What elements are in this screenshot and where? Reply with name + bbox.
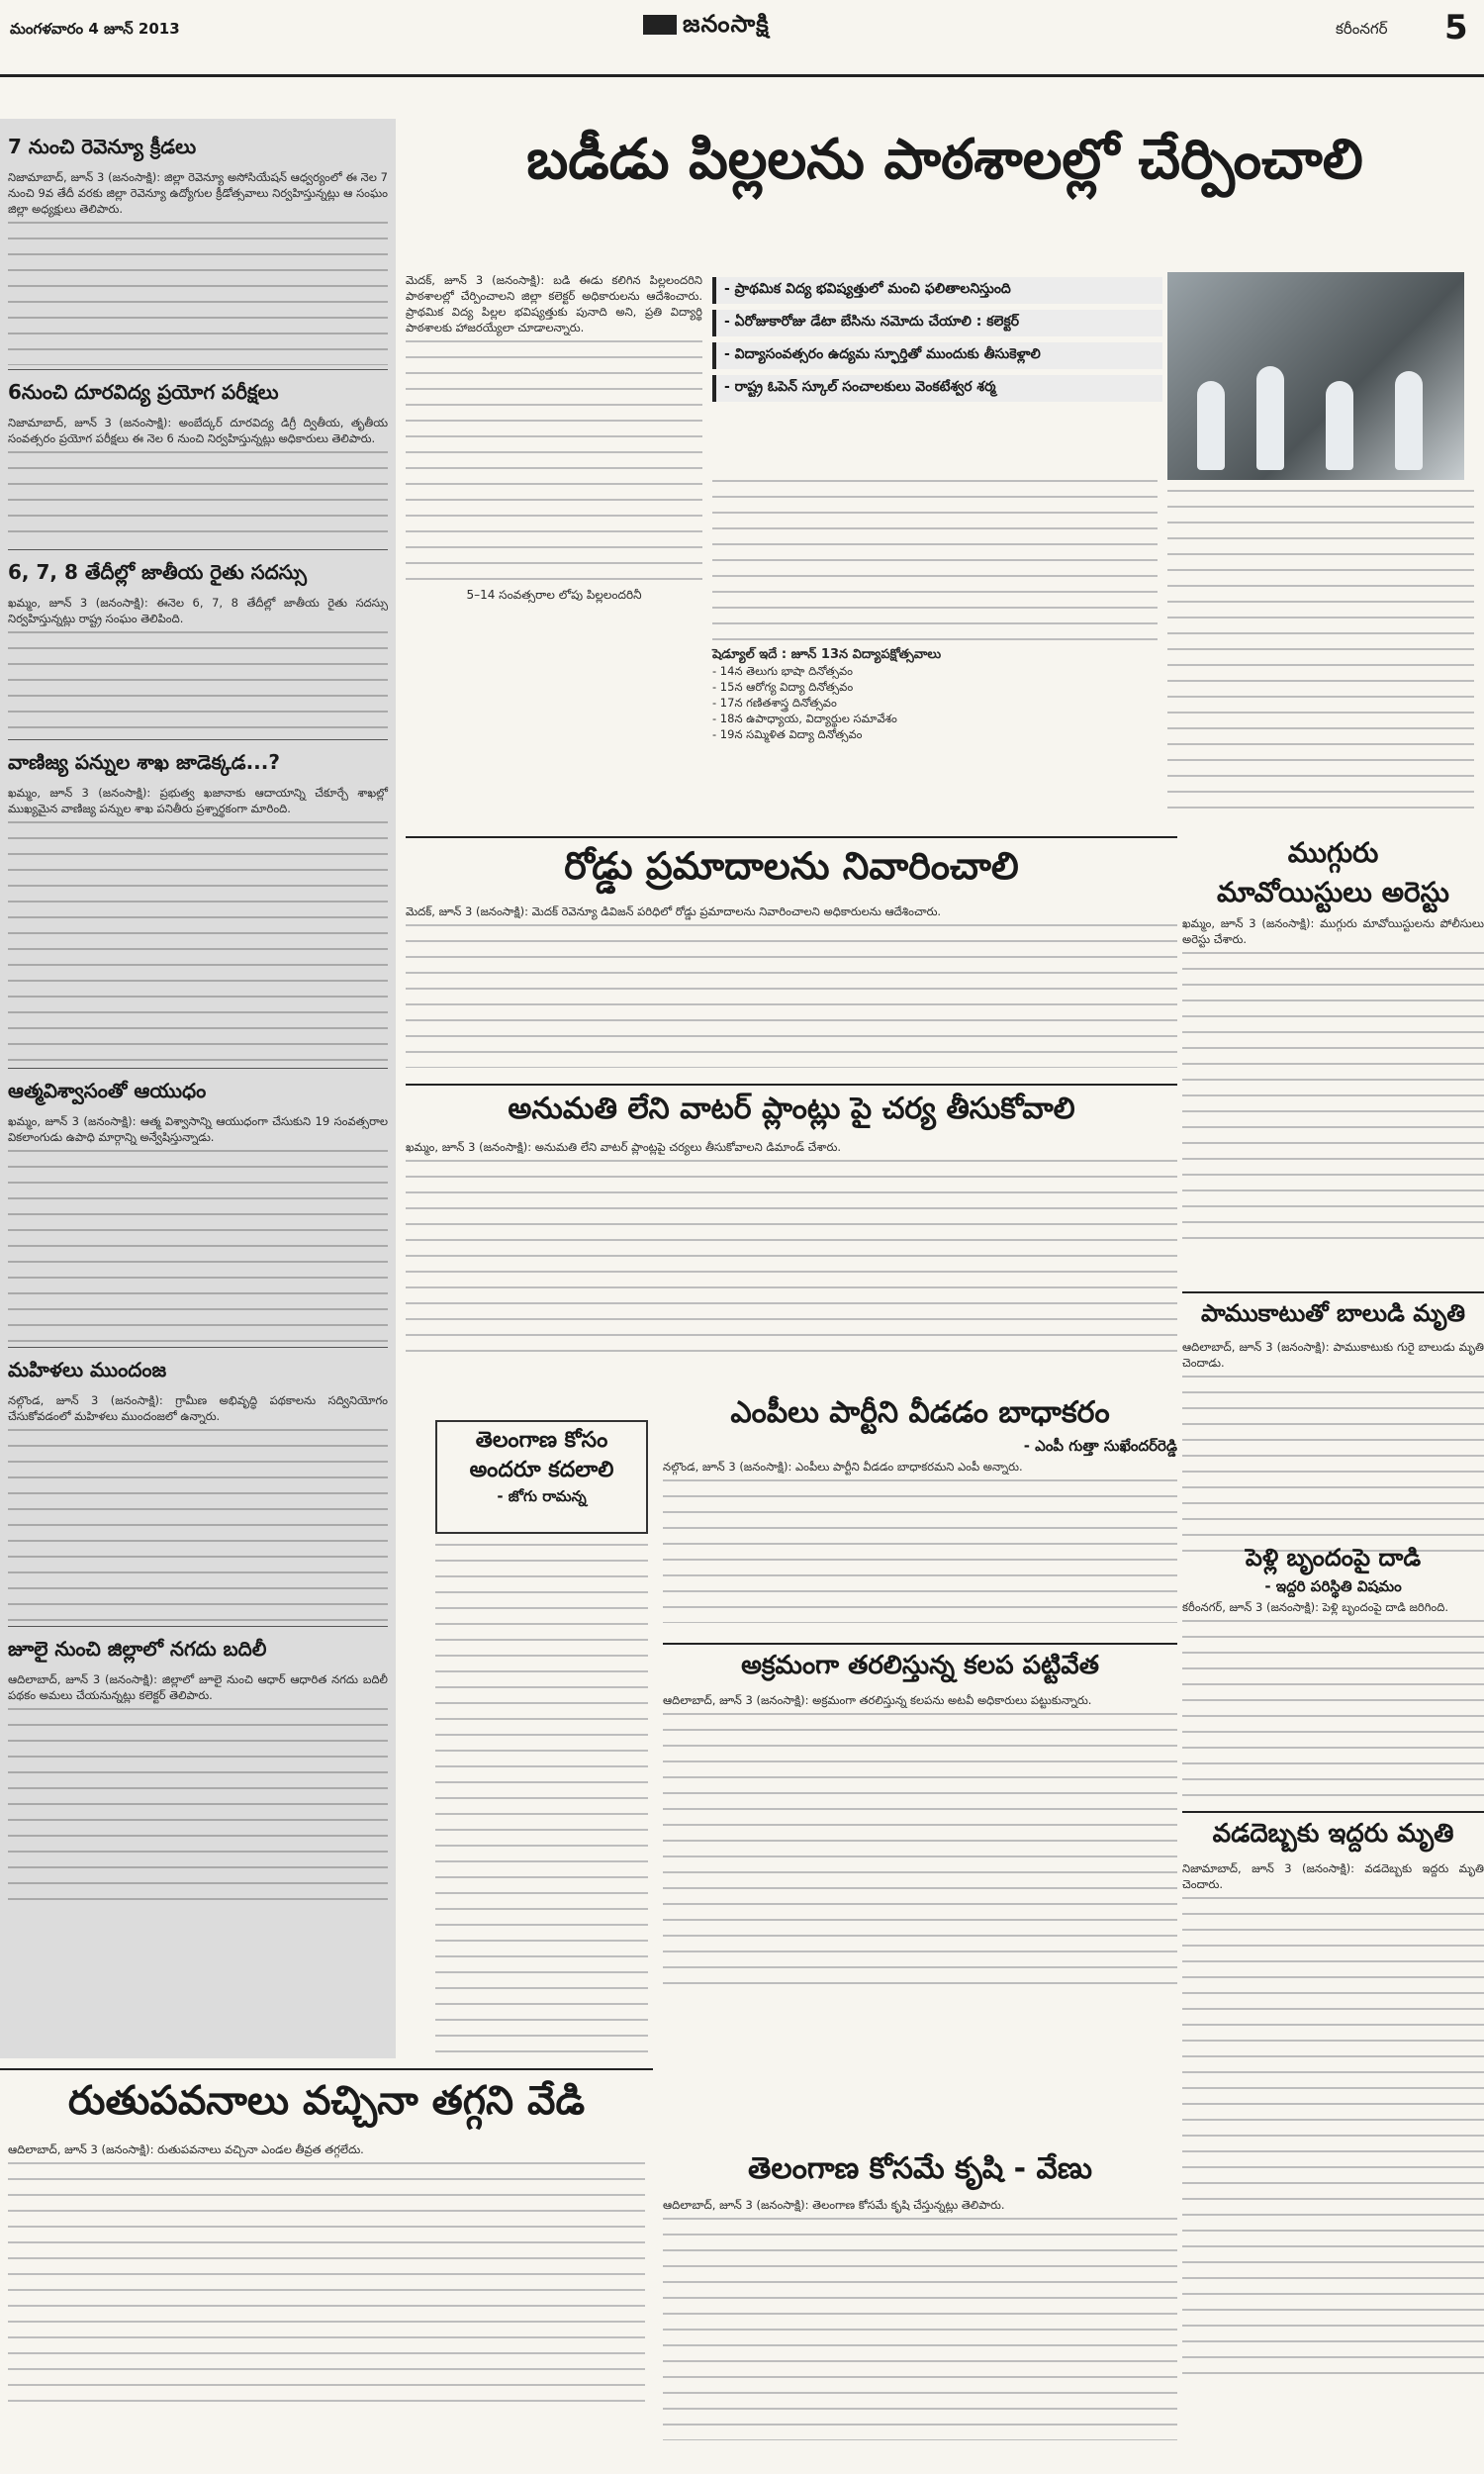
text-lines (406, 1155, 1177, 1353)
divider (8, 549, 388, 550)
news-title: వాణిజ్య పన్నుల శాఖ జాడెక్కడ...? (8, 750, 280, 774)
monsoon-headline: రుతుపవనాలు వచ్చినా తగ్గని వేడి (67, 2078, 586, 2124)
lead-paragraph: మెదక్, జూన్ 3 (జనంసాక్షి): బడి ఈడు కలిగిన పిల్లలందరిని పాఠశాలల్లో చేర్పించాలని జిల్లా కలెక్టర్ అధికారులను ఆదేశించారు. ప్రాథమిక విద్య పిల్లల భవిష్యత్తుకు పునాది అని, ప్రతి విద్యార్థి పాఠశాలకు హాజరయ్యేలా చూడాలన్నారు. (406, 273, 702, 334)
text-lines (663, 1708, 1177, 1995)
news-text: ఖమ్మం, జూన్ 3 (జనంసాక్షి): ఈనెల 6, 7, 8 తేదీల్లో జాతీయ రైతు సదస్సు నిర్వహిస్తున్నట్లు రాష్ట్ర సంఘం తెలిపింది. (8, 596, 388, 625)
text-lines (1182, 1615, 1484, 1803)
mps-byline: - ఎంపీ గుత్తా సుఖేందర్‌రెడ్డి (1023, 1437, 1177, 1455)
text-lines (8, 1424, 388, 1622)
sunstroke-article (1182, 1811, 1484, 2387)
schoolchildren-photo (1167, 272, 1464, 480)
schedule-item: - 17న గణితశాస్త్ర దినోత్సవం (712, 696, 837, 710)
child-figure (1326, 381, 1353, 470)
text-lines (406, 919, 1177, 1068)
schedule-item: - 14న తెలుగు భాషా దినోత్సవం (712, 664, 854, 678)
timber-text: ఆదిలాబాద్, జూన్ 3 (జనంసాక్షి): అక్రమంగా తరలిస్తున్న కలపను అటవీ అధికారులు పట్టుకున్నారు. (663, 1693, 1092, 1707)
news-text: ఖమ్మం, జూన్ 3 (జనంసాక్షి): ప్రభుత్వ ఖజానాకు ఆదాయాన్ని చేకూర్చే శాఖల్లో ముఖ్యమైన వాణిజ్య పన్నుల శాఖ పనితీరు ప్రశ్నార్థకంగా మారింది. (8, 786, 388, 815)
divider (8, 1068, 388, 1069)
main-lead-text (406, 272, 702, 603)
child-figure (1197, 381, 1225, 470)
news-title: జూలై నుంచి జిల్లాలో నగదు బదిలీ (8, 1637, 267, 1661)
key-point: - ప్రాథమిక విద్య భవిష్యత్తులో మంచి ఫలితాలనిస్తుంది (712, 277, 1162, 304)
timber-headline: అక్రమంగా తరలిస్తున్న కలప పట్టివేత (741, 1651, 1099, 1680)
schedule-item: - 19న సమ్మిళిత విద్యా దినోత్సవం (712, 727, 863, 741)
news-text: నిజామాబాద్, జూన్ 3 (జనంసాక్షి): అంబేద్కర్ దూరవిద్య డిగ్రీ ద్వితీయ, తృతీయ సంవత్సరం ప్రయోగ పరీక్షలు ఈ నెల 6 నుంచి నిర్వహిస్తున్నట్లు అధికారులు తెలిపారు. (8, 416, 388, 445)
news-text: నల్గొండ, జూన్ 3 (జనంసాక్షి): గ్రామీణ అభివృద్ధి పథకాలను సద్వినియోగం చేసుకోవడంలో మహిళలు ముందంజలో ఉన్నారు. (8, 1393, 388, 1423)
monsoon-article (0, 2068, 653, 2405)
news-text: ఖమ్మం, జూన్ 3 (జనంసాక్షి): ఆత్మ విశ్వాసాన్ని ఆయుధంగా చేసుకుని 19 సంవత్సరాల వికలాంగుడు ఉపాధి మార్గాన్ని అన్వేషిస్తున్నాడు. (8, 1114, 388, 1144)
divider (8, 1347, 388, 1348)
road-article (406, 836, 1177, 1068)
snake-headline: పాముకాటుతో బాలుడి మృతి (1200, 1299, 1466, 1327)
text-lines (663, 1475, 1177, 1623)
text-lines (8, 446, 388, 545)
key-point: - రాష్ట్ర ఓపెన్ స్కూల్ సంచాలకులు వెంకటేశ్వర శర్మ (712, 375, 1162, 402)
masthead-date: మంగళవారం 4 జూన్ 2013 (10, 20, 180, 38)
main-headline: బడీడు పిల్లలను పాఠశాలల్లో చేర్పించాలి (526, 128, 1363, 192)
telangana-box (435, 1420, 648, 1534)
maoists-headline-line1: ముగ్గురు (1287, 836, 1379, 869)
snake-article (1182, 1291, 1484, 1559)
text-lines (8, 2157, 645, 2405)
sunstroke-text: నిజామాబాద్, జూన్ 3 (జనంసాక్షి): వడదెబ్బకు ఇద్దరు మృతి చెందారు. (1182, 1861, 1484, 1891)
wedding-article (1182, 1544, 1484, 1803)
venu-article (663, 2147, 1177, 2440)
text-lines (8, 1145, 388, 1343)
telangana-text (435, 1539, 648, 2063)
text-lines (435, 1539, 648, 2063)
news-title: ఆత్మవిశ్వాసంతో ఆయుధం (8, 1079, 207, 1102)
text-lines (8, 816, 388, 1064)
text-lines (663, 2213, 1177, 2440)
logo-text: జనంసాక్షి (683, 10, 770, 38)
text-lines (8, 1703, 388, 1911)
wedding-text: కరీంనగర్, జూన్ 3 (జనంసాక్షి): పెళ్లి బృందంపై దాడి జరిగింది. (1182, 1600, 1449, 1614)
key-points (712, 277, 1162, 408)
timber-article (663, 1643, 1177, 1995)
maoists-article (1182, 836, 1484, 1244)
monsoon-text: ఆదిలాబాద్, జూన్ 3 (జనంసాక్షి): రుతుపవనాలు వచ్చినా ఎండల తీవ్రత తగ్గలేదు. (8, 2142, 364, 2156)
schedule-item: - 18న ఉపాధ్యాయ, విద్యార్థుల సమావేశం (712, 712, 897, 725)
note-line: 5–14 సంవత్సరాల లోపు పిల్లలందరినీ (466, 588, 642, 602)
road-headline: రోడ్డు ప్రమాదాలను నివారించాలి (564, 844, 1019, 888)
divider (8, 1626, 388, 1627)
mps-article (663, 1395, 1177, 1623)
maoists-headline-line2: మావోయిస్టులు అరెస్టు (1217, 876, 1449, 908)
news-text: ఆదిలాబాద్, జూన్ 3 (జనంసాక్షి): జిల్లాలో జూలై నుంచి ఆధార్ ఆధారిత నగదు బదిలీ పథకం అమలు చేయనున్నట్లు కలెక్టర్ తెలిపారు. (8, 1672, 388, 1702)
child-figure (1395, 371, 1423, 470)
road-text: మెదక్, జూన్ 3 (జనంసాక్షి): మెదక్ రెవెన్యూ డివిజన్ పరిధిలో రోడ్డు ప్రమాదాలను నివారించాలని అధికారులను ఆదేశించారు. (406, 904, 942, 918)
wedding-headline: పెళ్లి బృందంపై దాడి (1245, 1544, 1422, 1571)
text-lines (1182, 1892, 1484, 2387)
water-headline: అనుమతి లేని వాటర్ ప్లాంట్లు పై చర్య తీసుకోవాలి (508, 1092, 1075, 1126)
news-title: మహిళలు ముందంజ (8, 1358, 167, 1381)
main-body-text (712, 475, 1158, 742)
news-title: 7 నుంచి రెవెన్యూ క్రీడలు (8, 135, 197, 158)
newspaper-logo (643, 10, 770, 44)
news-text: నిజామాబాద్, జూన్ 3 (జనంసాక్షి): జిల్లా రెవెన్యూ అసోసియేషన్ ఆధ్వర్యంలో ఈ నెల 7 నుంచి 9వ తేదీ వరకు జిల్లా రెవెన్యూ ఉద్యోగుల క్రీడోత్సవాలు నిర్వహిస్తున్నట్లు ఆ సంఘం జిల్లా అధ్యక్షులు తెలిపారు. (8, 170, 388, 216)
water-text: ఖమ్మం, జూన్ 3 (జనంసాక్షి): అనుమతి లేని వాటర్ ప్లాంట్లపై చర్యలు తీసుకోవాలని డిమాండ్ చేశారు. (406, 1140, 841, 1154)
maoists-text: ఖమ్మం, జూన్ 3 (జనంసాక్షి): ముగ్గురు మావోయిస్టులను పోలీసులు అరెస్టు చేశారు. (1182, 916, 1484, 946)
box-line1: తెలంగాణ కోసం (475, 1428, 608, 1453)
wedding-byline: - ఇద్దరి పరిస్థితి విషమం (1264, 1577, 1402, 1595)
masthead-district: కరీంనగర్ (1336, 20, 1388, 38)
key-point: - విద్యాసంవత్సరం ఉద్యమ స్ఫూర్తితో ముందుకు తీసుకెళ్లాలి (712, 342, 1162, 369)
masthead (0, 0, 1484, 77)
text-lines (1167, 485, 1474, 811)
divider (8, 739, 388, 740)
text-lines (1182, 947, 1484, 1244)
text-lines (712, 475, 1158, 643)
news-title: 6, 7, 8 తేదీల్లో జాతీయ రైతు సదస్సు (8, 560, 307, 584)
page-number: 5 (1444, 8, 1468, 48)
text-lines (1182, 1371, 1484, 1559)
news-title: 6నుంచి దూరవిద్య ప్రయోగ పరీక్షలు (8, 380, 279, 404)
text-lines (8, 217, 388, 365)
venu-headline: తెలంగాణ కోసమే కృషి - వేణు (748, 2151, 1092, 2186)
divider (8, 369, 388, 370)
mps-text: నల్గొండ, జూన్ 3 (జనంసాక్షి): ఎంపీలు పార్టీని వీడడం బాధాకరమని ఎంపీ అన్నారు. (663, 1460, 1023, 1474)
water-article (406, 1084, 1177, 1353)
text-lines (8, 626, 388, 735)
main-right-text (1167, 485, 1474, 811)
schedule-title: షెడ్యూల్ ఇదే : జూన్ 13న విద్యాపక్షోత్సవాలు (712, 647, 942, 662)
child-figure (1256, 366, 1284, 470)
logo-mark-icon (643, 15, 677, 35)
key-point: - ఏరోజుకారోజు డేటా బేసిను నమోదు చేయాలి : కలెక్టర్ (712, 310, 1162, 336)
sunstroke-headline: వడదెబ్బకు ఇద్దరు మృతి (1212, 1819, 1454, 1849)
box-line2: అందరూ కదలాలి (469, 1458, 614, 1482)
mps-headline: ఎంపీలు పార్టీని వీడడం బాధాకరం (730, 1395, 1110, 1430)
schedule-item: - 15న ఆరోగ్య విద్యా దినోత్సవం (712, 680, 854, 694)
snake-text: ఆదిలాబాద్, జూన్ 3 (జనంసాక్షి): పాముకాటుకు గురై బాలుడు మృతి చెందాడు. (1182, 1340, 1484, 1370)
text-lines (406, 335, 702, 583)
box-byline: - జోగు రామన్న (497, 1487, 587, 1505)
left-news-column (0, 119, 396, 2058)
venu-text: ఆదిలాబాద్, జూన్ 3 (జనంసాక్షి): తెలంగాణ కోసమే కృషి చేస్తున్నట్లు తెలిపారు. (663, 2198, 1005, 2212)
